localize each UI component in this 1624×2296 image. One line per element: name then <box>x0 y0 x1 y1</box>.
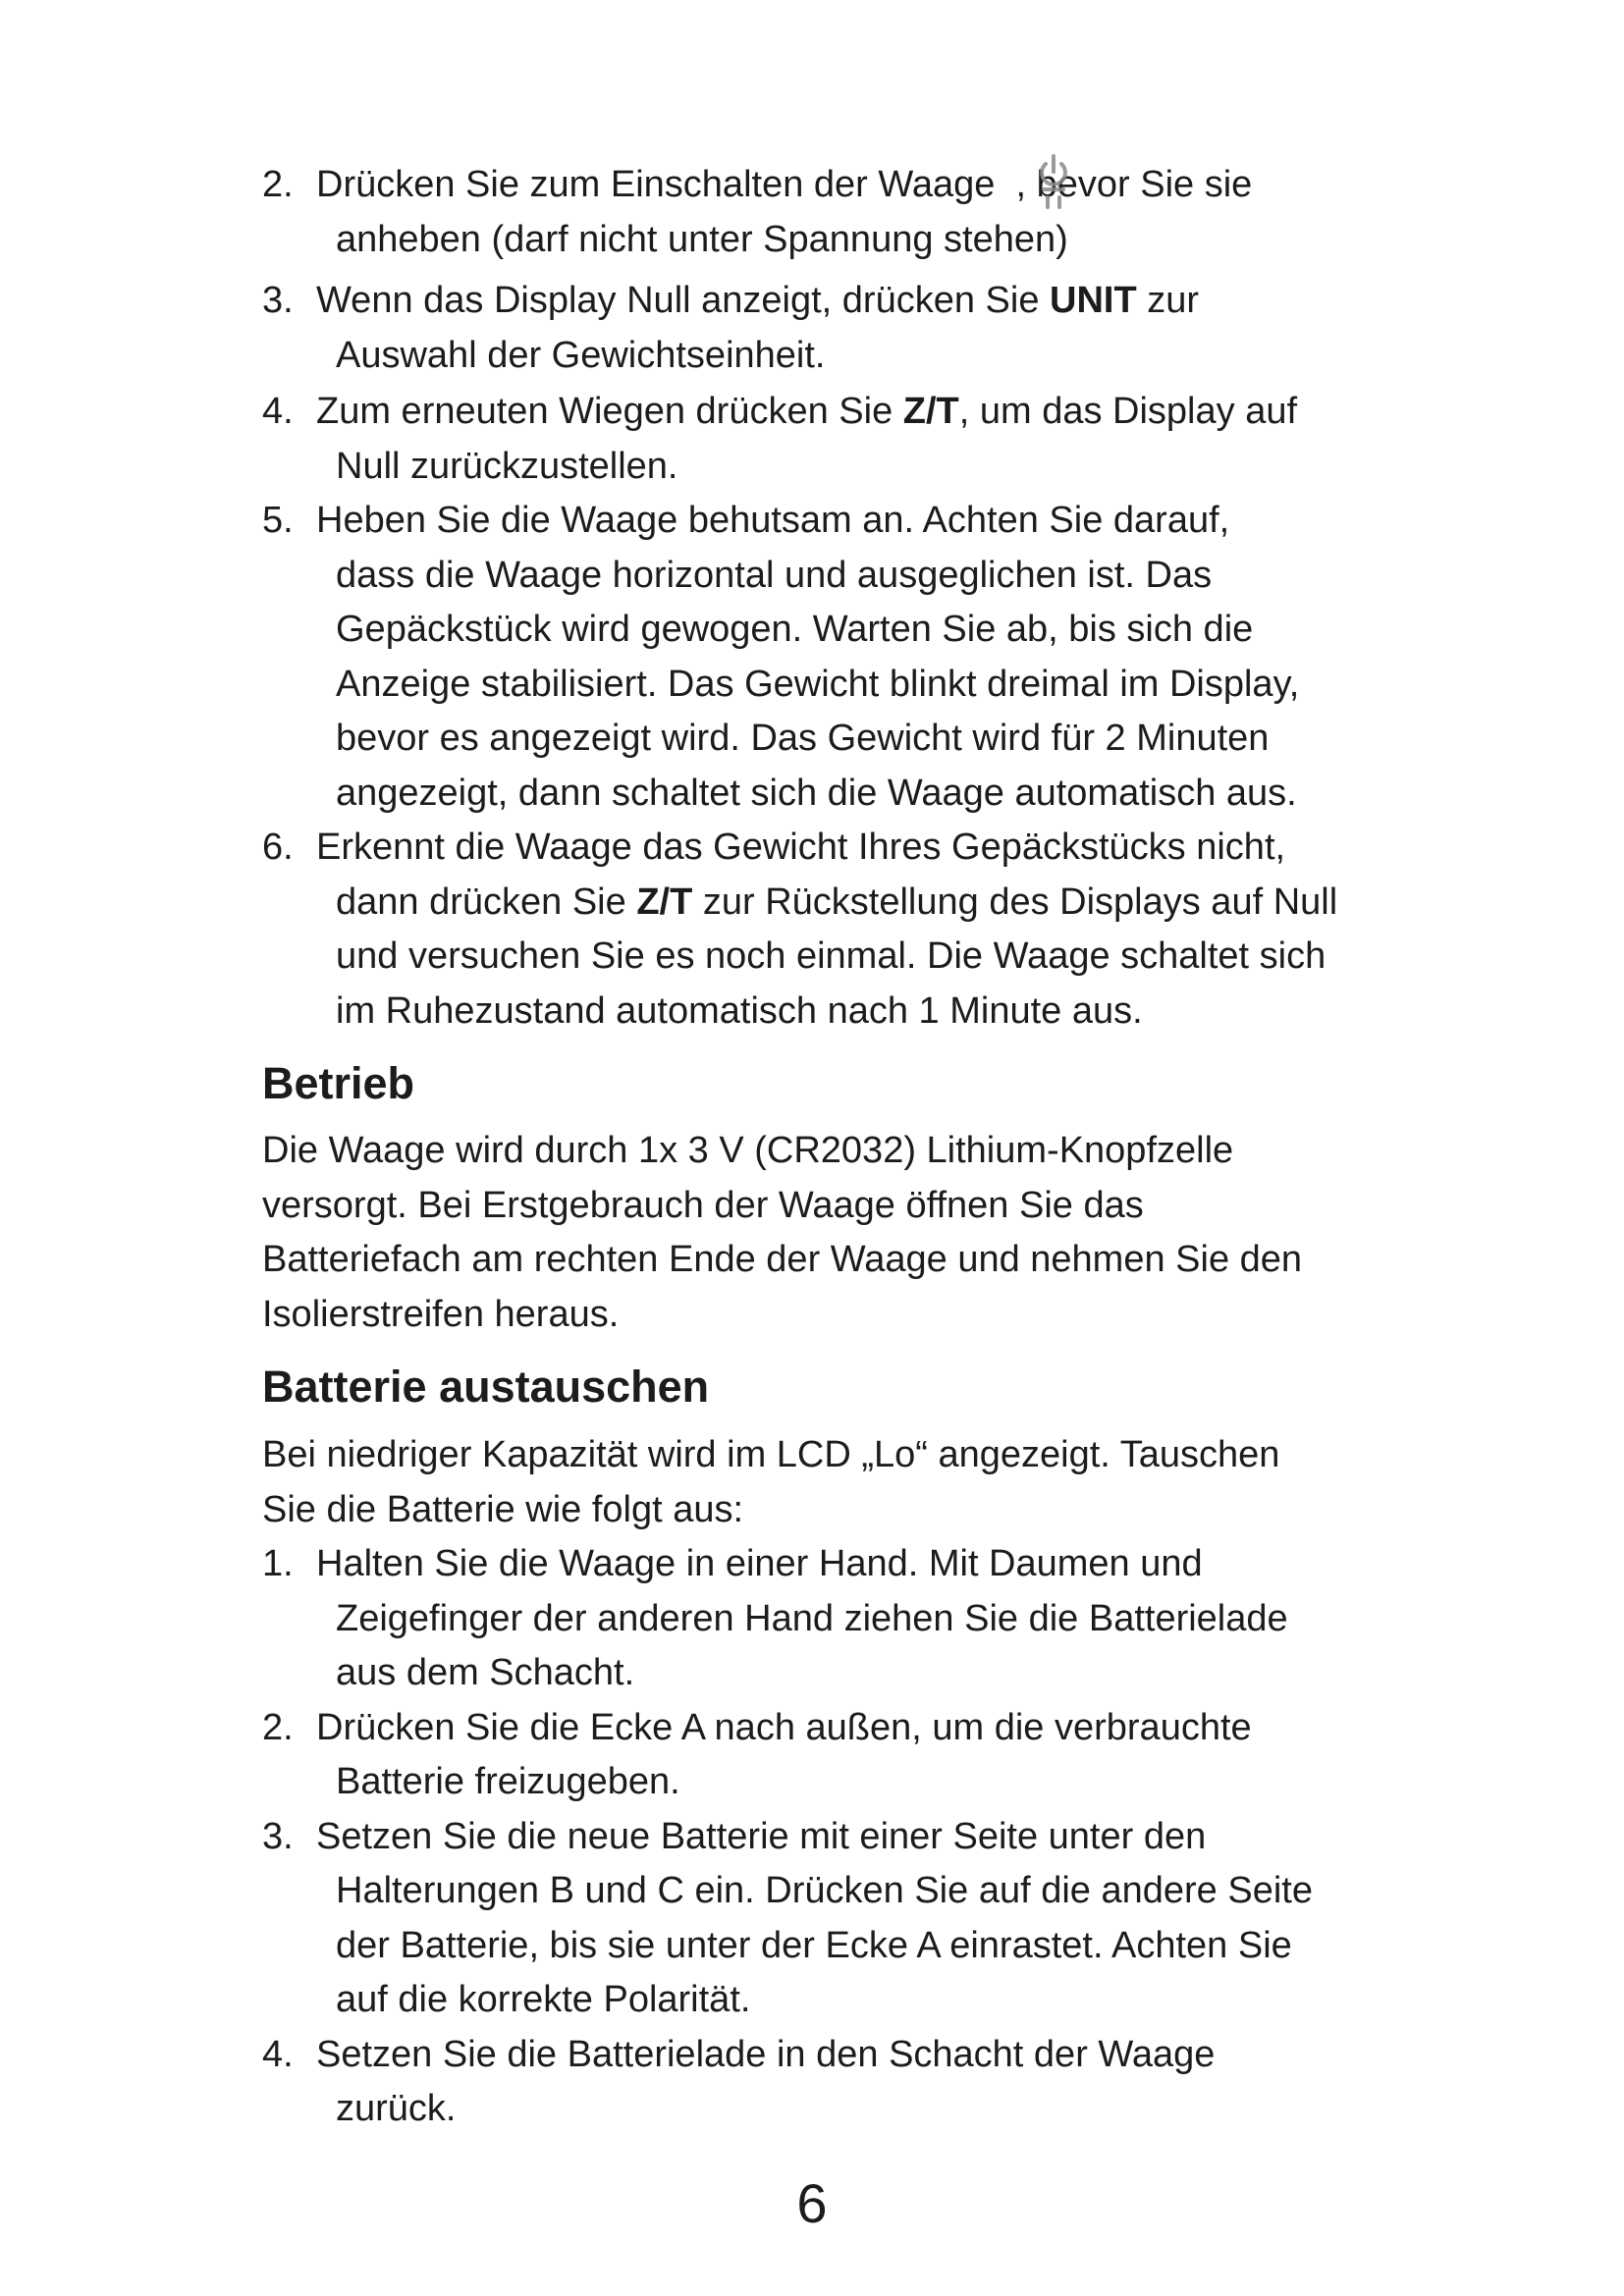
power-button-icon-svg <box>1034 150 1073 211</box>
step-text: Drücken Sie zum Einschalten der Waage , <box>316 164 1027 205</box>
paragraph-line: Sie die Batterie wie folgt aus: <box>262 1488 744 1530</box>
section-heading-batterie: Batterie austauschen <box>262 1362 710 1412</box>
step-item <box>262 385 1489 494</box>
paragraph-line: Die Waage wird durch 1x 3 V (CR2032) Lithium-Knopfzelle <box>262 1130 1234 1171</box>
step-line: und versuchen Sie es noch einmal. Die Waage schaltet sich <box>336 935 1326 977</box>
step-line: auf die korrekte Polarität. <box>336 1979 751 2020</box>
step-line: anheben (darf nicht unter Spannung stehen) <box>336 218 1068 260</box>
step-line: im Ruhezustand automatisch nach 1 Minute aus. <box>336 989 1143 1032</box>
step-item <box>262 494 1489 821</box>
step-line: Drücken Sie die Ecke A nach außen, um die verbrauchte <box>316 1706 1252 1748</box>
page-number: 6 <box>796 2172 828 2234</box>
zt-key-label: Z/T <box>902 391 959 432</box>
step-text: zur Rückstellung des Displays auf Null <box>692 881 1338 923</box>
paragraph-line: Batteriefach am rechten Ende der Waage und nehmen Sie den <box>262 1239 1303 1280</box>
betrieb-paragraph <box>262 1124 1489 1342</box>
step-line: Heben Sie die Waage behutsam an. Achten Sie darauf, <box>316 500 1230 541</box>
step-line <box>316 274 1489 329</box>
paragraph-line: versorgt. Bei Erstgebrauch der Waage öffnen Sie das <box>262 1184 1144 1226</box>
step-text: zur <box>1136 280 1200 321</box>
step-line: zurück. <box>336 2088 457 2129</box>
step-line <box>336 876 1489 931</box>
page-content <box>262 158 1489 2137</box>
step-line: aus dem Schacht. <box>336 1652 635 1693</box>
step-number: 6. <box>262 827 294 868</box>
batterie-intro-paragraph <box>262 1428 1489 1537</box>
step-line: Erkennt die Waage das Gewicht Ihres Gepäckstücks nicht, <box>316 827 1286 868</box>
step-line: Batterie freizugeben. <box>336 1761 680 1802</box>
step-text: , um das Display auf <box>958 391 1298 432</box>
paragraph-line: Bei niedriger Kapazität wird im LCD „Lo“ angezeigt. Tauschen <box>262 1434 1280 1475</box>
step-number: 2. <box>262 164 294 205</box>
step-text: Zum erneuten Wiegen drücken Sie <box>316 391 903 432</box>
step-number: 1. <box>262 1543 294 1584</box>
step-text: Wenn das Display Null anzeigt, drücken Sie <box>316 280 1051 321</box>
step-line: dass die Waage horizontal und ausgeglichen ist. Das <box>336 554 1213 596</box>
step-line: bevor es angezeigt wird. Das Gewicht wird für 2 Minuten <box>336 718 1270 759</box>
step-item <box>262 158 1489 267</box>
step-line <box>316 385 1489 440</box>
step-line: Halten Sie die Waage in einer Hand. Mit Daumen und <box>316 1543 1203 1584</box>
step-line: Halterungen B und C ein. Drücken Sie auf die andere Seite <box>336 1870 1313 1911</box>
step-number: 4. <box>262 2033 294 2075</box>
step-line: Zeigefinger der anderen Hand ziehen Sie die Batterielade <box>336 1597 1288 1639</box>
step-line: Setzen Sie die neue Batterie mit einer Seite unter den <box>316 1815 1207 1857</box>
step-item <box>262 274 1489 383</box>
step-line: Anzeige stabilisiert. Das Gewicht blinkt dreimal im Display, <box>336 663 1300 705</box>
section-heading-betrieb: Betrieb <box>262 1058 415 1108</box>
step-text: dann drücken Sie <box>336 881 637 923</box>
step-line: der Batterie, bis sie unter der Ecke A einrastet. Achten Sie <box>336 1924 1292 1966</box>
step-line: Setzen Sie die Batterielade in den Schacht der Waage <box>316 2033 1216 2075</box>
battery-step-item <box>262 1810 1489 2028</box>
step-line: Auswahl der Gewichtseinheit. <box>336 334 826 376</box>
step-number: 3. <box>262 1815 294 1857</box>
step-number: 3. <box>262 280 294 321</box>
step-line: Gepäckstück wird gewogen. Warten Sie ab, bis sich die <box>336 609 1254 650</box>
step-line: angezeigt, dann schaltet sich die Waage automatisch aus. <box>336 772 1297 814</box>
zt-key-label: Z/T <box>636 881 693 923</box>
battery-step-item <box>262 1537 1489 1701</box>
battery-step-item <box>262 1701 1489 1810</box>
step-number: 2. <box>262 1706 294 1748</box>
step-line <box>316 158 1489 213</box>
step-text: bevor Sie sie <box>1026 164 1253 205</box>
battery-step-item <box>262 2028 1489 2137</box>
step-number: 5. <box>262 500 294 541</box>
step-item <box>262 821 1489 1039</box>
unit-key-label: UNIT <box>1050 280 1137 321</box>
step-line: Null zurückzustellen. <box>336 445 678 487</box>
step-number: 4. <box>262 391 294 432</box>
paragraph-line: Isolierstreifen heraus. <box>262 1293 620 1335</box>
